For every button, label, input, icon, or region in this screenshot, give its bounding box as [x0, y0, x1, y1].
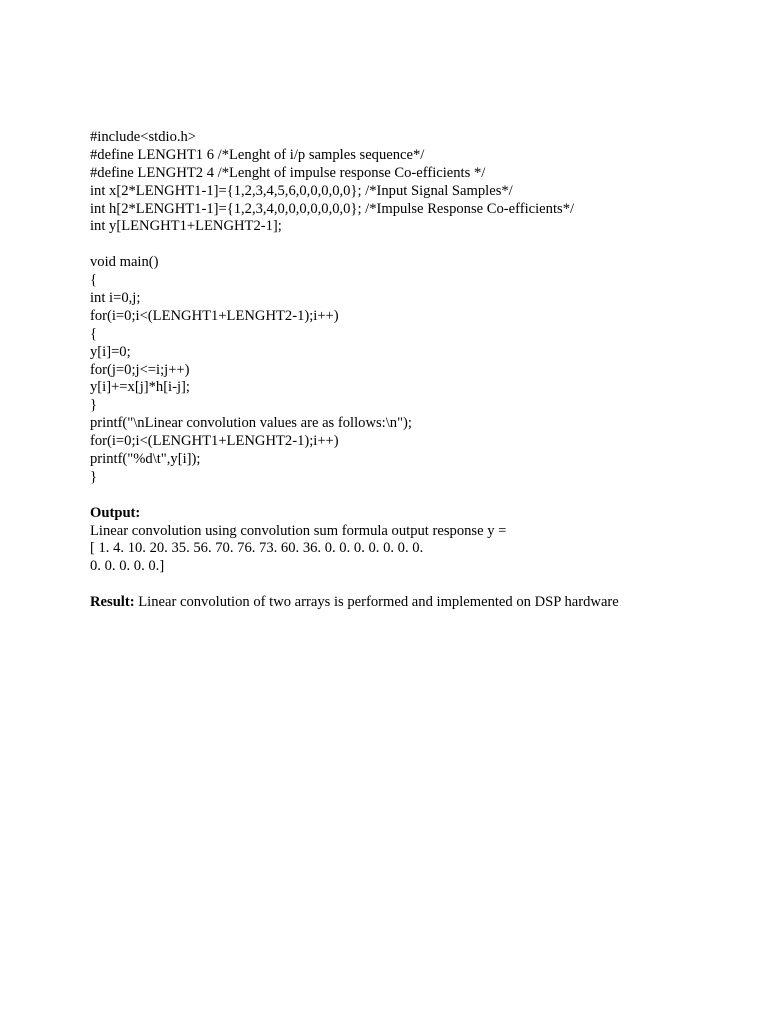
output-line: Linear convolution using convolution sum formula output response y =	[90, 522, 507, 539]
code-line: int y[LENGHT1+LENGHT2-1];	[90, 218, 282, 235]
blank-line	[90, 487, 730, 505]
blank-line	[90, 576, 730, 594]
code-line: y[i]+=x[j]*h[i-j];	[90, 379, 190, 396]
code-line: for(j=0;j<=i;j++)	[90, 361, 190, 378]
code-line: {	[90, 272, 98, 289]
code-header-block	[90, 129, 730, 236]
code-line: #include<stdio.h>	[90, 129, 197, 145]
result-label: Result:	[90, 594, 135, 611]
code-line: printf("%d\t",y[i]);	[90, 451, 201, 468]
code-line: void main()	[90, 254, 159, 271]
code-line: }	[90, 397, 98, 414]
output-line: 0. 0. 0. 0. 0.]	[90, 558, 165, 575]
code-line: y[i]=0;	[90, 343, 131, 360]
code-line: int i=0,j;	[90, 290, 141, 307]
output-line: [ 1. 4. 10. 20. 35. 56. 70. 76. 73. 60. 36. 0. 0. 0. 0. 0. 0. 0.	[90, 540, 424, 557]
result-section	[90, 594, 730, 612]
result-text: Linear convolution of two arrays is performed and implemented on DSP hardware	[134, 594, 619, 611]
code-main-block	[90, 254, 730, 487]
code-line: for(i=0;i<(LENGHT1+LENGHT2-1);i++)	[90, 433, 339, 450]
code-line: int h[2*LENGHT1-1]={1,2,3,4,0,0,0,0,0,0,0}; /*Impulse Response Co-efficients*/	[90, 200, 575, 217]
code-line: }	[90, 468, 98, 485]
code-line: printf("\nLinear convolution values are as follows:\n");	[90, 415, 412, 432]
document-page	[90, 129, 730, 612]
code-line: #define LENGHT1 6 /*Lenght of i/p samples sequence*/	[90, 146, 425, 163]
code-line: {	[90, 325, 98, 342]
output-heading: Output:	[90, 504, 141, 521]
blank-line	[90, 236, 730, 254]
code-line: int x[2*LENGHT1-1]={1,2,3,4,5,6,0,0,0,0,0}; /*Input Signal Samples*/	[90, 182, 513, 199]
code-line: for(i=0;i<(LENGHT1+LENGHT2-1);i++)	[90, 307, 339, 324]
code-line: #define LENGHT2 4 /*Lenght of impulse response Co-efficients */	[90, 164, 486, 181]
output-section	[90, 505, 730, 577]
